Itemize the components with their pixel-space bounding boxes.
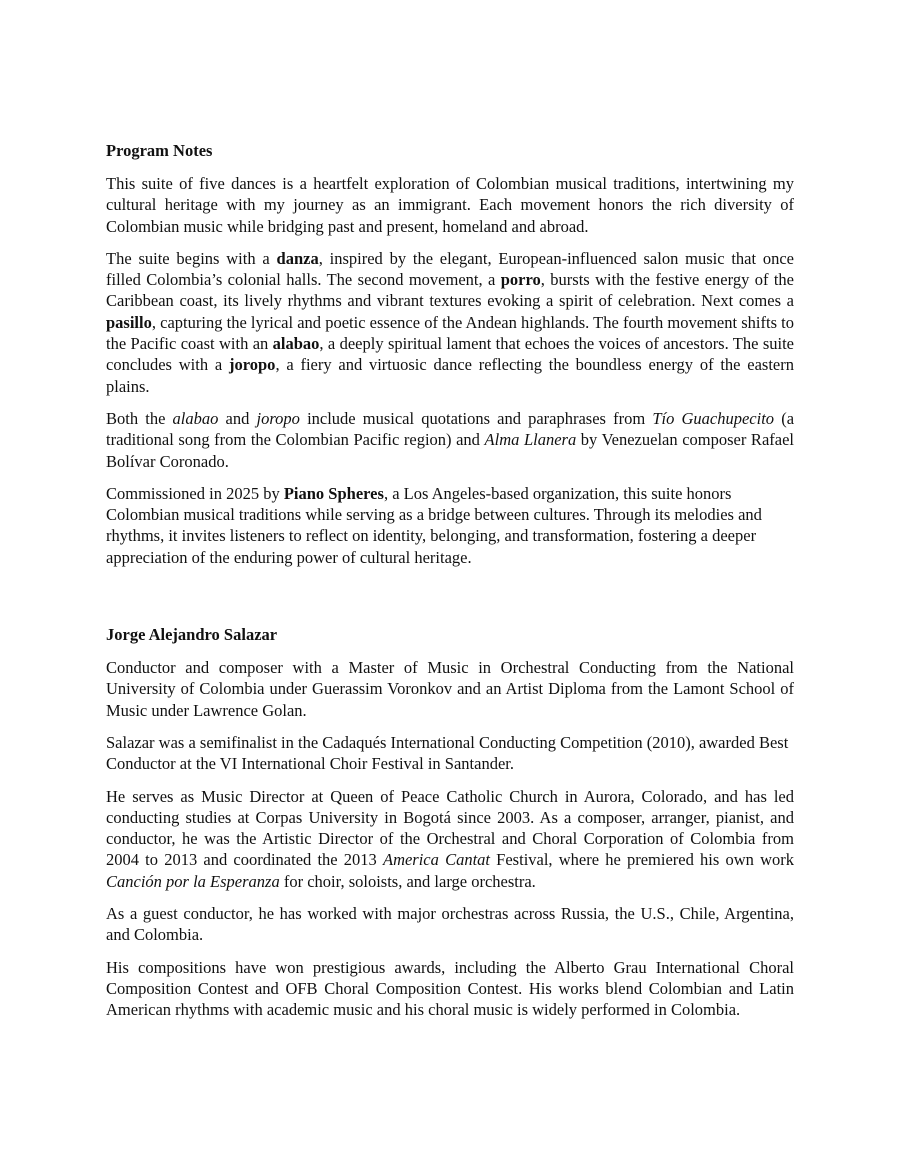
song-title-tio-guachupecito: Tío Guachupecito [652,408,775,428]
organization-piano-spheres: Piano Spheres [283,483,384,503]
program-notes-paragraph-2: The suite begins with a danza, inspired by the elegant, European-influenced salon music that once filled Colombia’s colonial halls. The second movement, a porro, bursts with the festive energy of the Caribbean coast, its lively rhythms and vibrant textures evoking a spirit of celebration. Next comes a pasillo, capturing the lyrical and poetic essence of the Andean highlands. The fourth movement shifts to the Pacific coast with an alabao, a deeply spiritual lament that echoes the voices of ancestors. The suite concludes with a joropo, a fiery and virtuosic dance reflecting the boundless energy of the eastern plains. [106,248,795,396]
term-joropo-italic: joropo [256,408,300,428]
document-page [106,140,794,1032]
program-notes-heading: Program Notes [106,141,213,160]
bio-heading: Jorge Alejandro Salazar [106,625,278,645]
program-notes-paragraph-3: Both the alabao and joropo include musical quotations and paraphrases from Tío Guachupecito (a traditional song from the Colombian Pacific region) and Alma Llanera by Venezuelan composer Rafael Bolívar Coronado. [106,408,795,471]
work-cancion-por-la-esperanza: Canción por la Esperanza [106,871,280,891]
bio-paragraph-2: Salazar was a semifinalist in the Cadaqués International Conducting Competition (2010), awarded Best Conductor at the VI International Choir Festival in Santander. [106,732,789,774]
term-alabao-italic: alabao [172,408,219,428]
section-spacer [106,579,794,624]
song-title-alma-llanera: Alma Llanera [484,430,577,450]
term-pasillo: pasillo [106,312,152,332]
program-notes-paragraph-1: This suite of five dances is a heartfelt exploration of Colombian musical traditions, intertwining my cultural heritage with my journey as an immigrant. Each movement honors the rich diversity of Colombian music while bridging past and present, homeland and abroad. [106,174,794,236]
term-joropo: joropo [228,355,276,375]
term-danza: danza [276,248,319,268]
bio-paragraph-4: As a guest conductor, he has worked with major orchestras across Russia, the U.S., Chile, Argentina, and Colombia. [106,904,794,945]
program-notes-paragraph-4: Commissioned in 2025 by Piano Spheres, a Los Angeles-based organization, this suite honors Colombian musical traditions while serving as a bridge between cultures. Through its melodies and rhythms, it invites listeners to reflect on identity, belonging, and transformation, fostering a deeper appreciation of the enduring power of cultural heritage. [106,483,762,567]
bio-paragraph-5: His compositions have won prestigious awards, including the Alberto Grau International Choral Composition Contest and OFB Choral Composition Contest. His works blend Colombian and Latin American rhythms with academic music and his choral music is widely performed in Colombia. [106,957,794,1020]
bio-paragraph-3: He serves as Music Director at Queen of Peace Catholic Church in Aurora, Colorado, and has led conducting studies at Corpas University in Bogotá since 2003. As a composer, arranger, pianist, and conductor, he was the Artistic Director of the Orchestral and Choral Corporation of Colombia from 2004 to 2013 and coordinated the 2013 America Cantat Festival, where he premiered his own work Canción por la Esperanza for choir, soloists, and large orchestra. [106,786,794,891]
bio-paragraph-1: Conductor and composer with a Master of Music in Orchestral Conducting from the National University of Colombia under Guerassim Voronkov and an Artist Diploma from the Lamont School of Music under Lawrence Golan. [106,658,794,720]
festival-america-cantat: America Cantat [382,850,490,870]
term-alabao: alabao [272,334,320,354]
term-porro: porro [500,270,541,290]
